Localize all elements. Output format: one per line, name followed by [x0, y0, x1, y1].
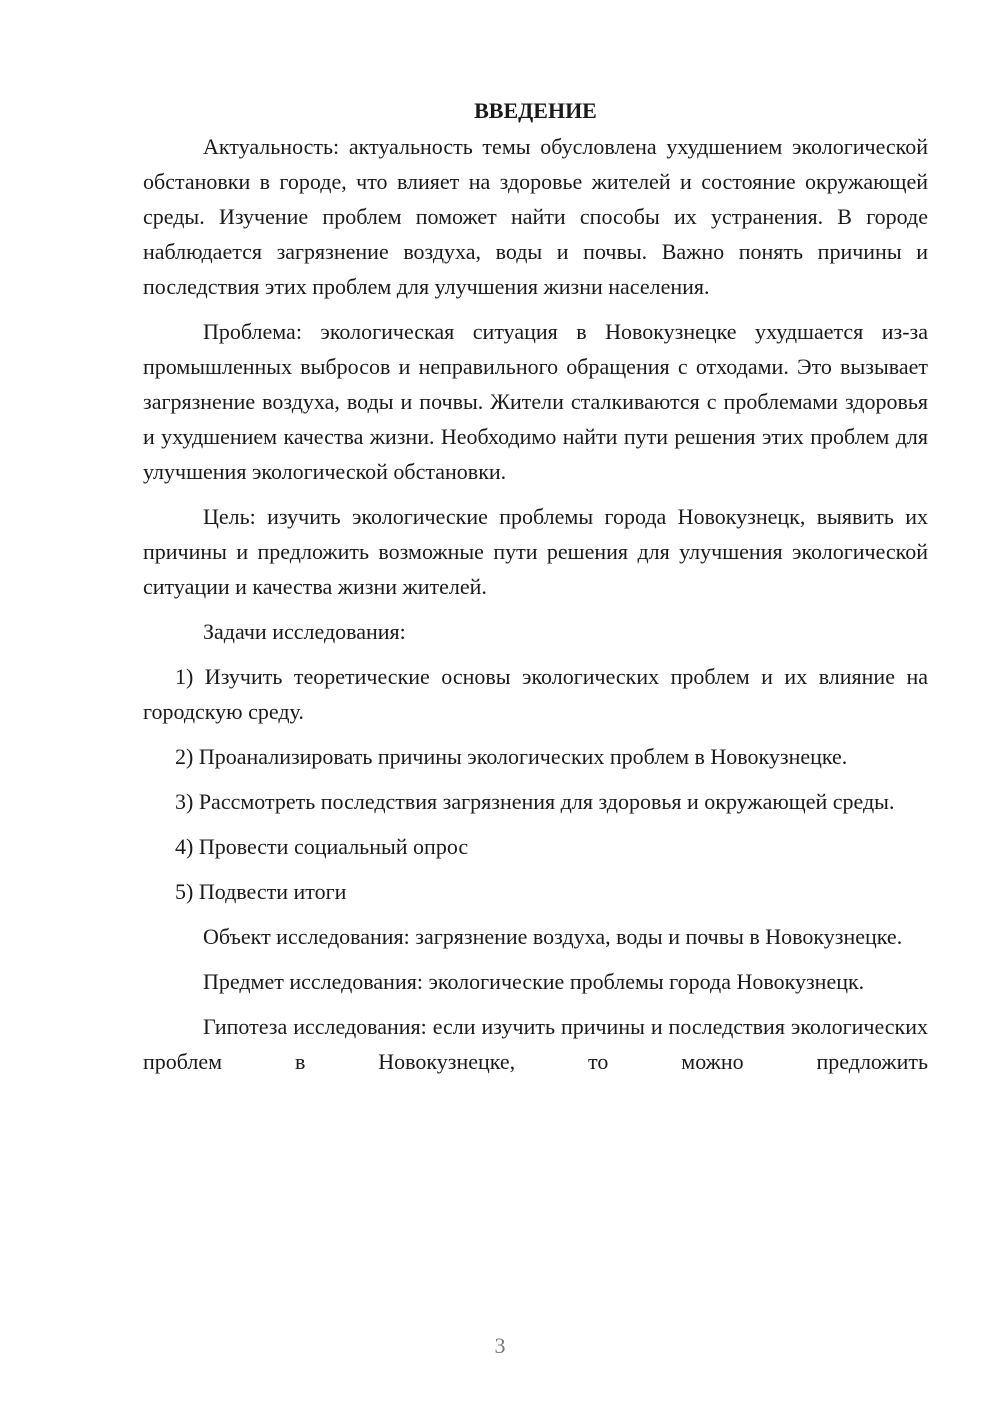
tasks-heading: Задачи исследования:	[203, 619, 406, 644]
task-item-3: 3) Рассмотреть последствия загрязнения для здоровья и окружающей среды.	[175, 789, 895, 814]
task-item-4: 4) Провести социальный опрос	[175, 834, 469, 859]
paragraph-object: Объект исследования: загрязнение воздуха, воды и почвы в Новокузнецке.	[203, 924, 903, 949]
task-item-5: 5) Подвести итоги	[175, 879, 347, 904]
page-number: 3	[494, 1333, 506, 1358]
task-item-2: 2) Проанализировать причины экологических проблем в Новокузнецке.	[175, 744, 848, 769]
section-heading: ВВЕДЕНИЕ	[474, 98, 597, 123]
task-item-1: 1) Изучить теоретические основы экологических проблем и их влияние на городскую среду.	[143, 664, 928, 724]
paragraph-problem: Проблема: экологическая ситуация в Новокузнецке ухудшается из-за промышленных выбросов и неправильного обращения с отходами. Это вызывает загрязнение воздуха, воды и почвы. Жители сталкиваются с проблемами здоровья и ухудшением качества жизни. Необходимо найти пути решения этих проблем для улучшения экологической обстановки.	[143, 319, 928, 484]
paragraph-hypothesis: Гипотеза исследования: если изучить причины и последствия экологических проблем в Новокузнецке, то можно предложить	[143, 1014, 928, 1074]
paragraph-goal: Цель: изучить экологические проблемы города Новокузнецк, выявить их причины и предложить возможные пути решения для улучшения экологической ситуации и качества жизни жителей.	[143, 504, 928, 599]
paragraph-relevance: Актуальность: актуальность темы обусловлена ухудшением экологической обстановки в городе, что влияет на здоровье жителей и состояние окружающей среды. Изучение проблем поможет найти способы их устранения. В городе наблюдается загрязнение воздуха, воды и почвы. Важно понять причины и последствия этих проблем для улучшения жизни населения.	[143, 134, 928, 299]
paragraph-subject: Предмет исследования: экологические проблемы города Новокузнецк.	[203, 969, 865, 994]
page-text-area	[143, 96, 928, 1089]
